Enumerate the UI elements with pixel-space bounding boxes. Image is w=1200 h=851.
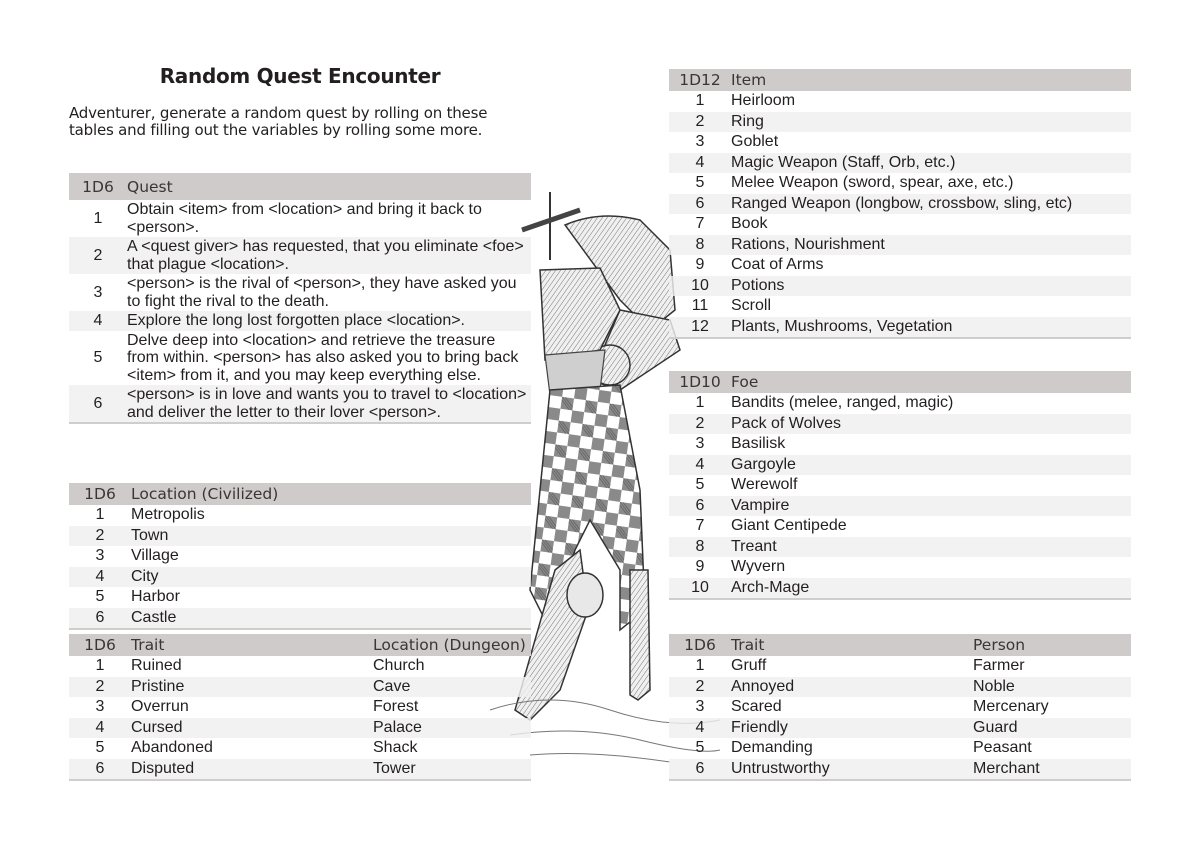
quest-cell: Obtain <item> from <location> and bring it back to <person>. bbox=[127, 201, 482, 236]
item-cell: Magic Weapon (Staff, Orb, etc.) bbox=[731, 153, 956, 171]
table-row bbox=[69, 274, 531, 311]
item-table bbox=[669, 69, 1131, 339]
column-header-die: 1D6 bbox=[684, 636, 716, 654]
table-row bbox=[69, 567, 531, 588]
table-row bbox=[669, 276, 1131, 297]
roll-number-cell: 1 bbox=[695, 657, 705, 675]
roll-number-cell: 5 bbox=[695, 476, 705, 494]
table-row bbox=[69, 608, 531, 630]
roll-number-cell: 1 bbox=[95, 657, 105, 675]
trait-cell: Demanding bbox=[731, 739, 813, 757]
roll-number-cell: 6 bbox=[695, 496, 705, 514]
table-row bbox=[669, 656, 1131, 677]
table-row bbox=[669, 578, 1131, 600]
foe-cell: Vampire bbox=[731, 496, 790, 514]
table-row bbox=[69, 505, 531, 526]
table-row bbox=[69, 331, 531, 386]
trait-cell: Friendly bbox=[731, 718, 788, 736]
location-civilized-cell: Village bbox=[131, 547, 179, 565]
table-row bbox=[669, 537, 1131, 558]
table-row bbox=[69, 526, 531, 547]
table-row bbox=[669, 173, 1131, 194]
roll-number-cell: 9 bbox=[695, 256, 705, 274]
roll-number-cell: 4 bbox=[695, 455, 705, 473]
roll-number-cell: 3 bbox=[695, 698, 705, 716]
column-header-die: 1D6 bbox=[84, 485, 116, 503]
roll-number-cell: 1 bbox=[695, 92, 705, 110]
item-cell: Goblet bbox=[731, 133, 779, 151]
roll-number-cell: 10 bbox=[691, 276, 709, 294]
location-civilized-cell: Metropolis bbox=[131, 506, 205, 524]
table-row bbox=[669, 393, 1131, 414]
column-header-location-dungeon: Location (Dungeon) bbox=[373, 636, 526, 654]
table-header bbox=[669, 69, 1131, 91]
roll-number-cell: 3 bbox=[95, 547, 105, 565]
roll-number-cell: 5 bbox=[95, 739, 105, 757]
roll-number-cell: 6 bbox=[95, 759, 105, 777]
table-row bbox=[69, 311, 531, 331]
roll-number-cell: 3 bbox=[95, 698, 105, 716]
roll-number-cell: 10 bbox=[691, 578, 709, 596]
column-header-die: 1D12 bbox=[679, 71, 721, 89]
table-row bbox=[669, 91, 1131, 112]
table-row bbox=[669, 317, 1131, 339]
roll-number-cell: 8 bbox=[695, 235, 705, 253]
quest-cell: <person> is the rival of <person>, they have asked you to fight the rival to the death. bbox=[127, 275, 517, 310]
trait-cell: Scared bbox=[731, 698, 782, 716]
roll-number-cell: 2 bbox=[93, 246, 103, 264]
trait-cell: Overrun bbox=[131, 698, 189, 716]
roll-number-cell: 1 bbox=[95, 506, 105, 524]
roll-number-cell: 5 bbox=[95, 588, 105, 606]
column-header-location: Location (Civilized) bbox=[131, 485, 279, 503]
trait-cell: Untrustworthy bbox=[731, 759, 830, 777]
item-cell: Potions bbox=[731, 276, 785, 294]
roll-number-cell: 9 bbox=[695, 558, 705, 576]
table-row bbox=[669, 255, 1131, 276]
column-header-item: Item bbox=[731, 71, 767, 89]
item-cell: Rations, Nourishment bbox=[731, 235, 885, 253]
location-civilized-table bbox=[69, 483, 531, 630]
roll-number-cell: 7 bbox=[695, 517, 705, 535]
roll-number-cell: 4 bbox=[695, 153, 705, 171]
roll-number-cell: 5 bbox=[93, 349, 103, 366]
quest-table bbox=[69, 173, 531, 424]
roll-number-cell: 11 bbox=[691, 297, 709, 315]
table-row bbox=[669, 475, 1131, 496]
table-header bbox=[669, 371, 1131, 393]
trait-cell: Gruff bbox=[731, 657, 767, 675]
roll-number-cell: 2 bbox=[695, 677, 705, 695]
roll-number-cell: 2 bbox=[95, 526, 105, 544]
item-cell: Scroll bbox=[731, 297, 772, 315]
item-cell: Coat of Arms bbox=[731, 256, 824, 274]
table-row bbox=[69, 587, 531, 608]
table-row bbox=[669, 677, 1131, 698]
table-row bbox=[69, 759, 531, 781]
trait-cell: Disputed bbox=[131, 759, 195, 777]
table-row bbox=[69, 656, 531, 677]
person-cell: Peasant bbox=[973, 739, 1032, 757]
item-cell: Plants, Mushrooms, Vegetation bbox=[731, 317, 953, 335]
foe-table bbox=[669, 371, 1131, 600]
foe-cell: Basilisk bbox=[731, 435, 786, 453]
quest-cell: Explore the long lost forgotten place <location>. bbox=[127, 312, 465, 329]
person-cell: Guard bbox=[973, 718, 1018, 736]
table-row bbox=[669, 235, 1131, 256]
roll-number-cell: 1 bbox=[93, 209, 103, 227]
column-header-foe: Foe bbox=[731, 373, 759, 391]
foe-cell: Gargoyle bbox=[731, 455, 796, 473]
roll-number-cell: 12 bbox=[691, 317, 709, 335]
table-header bbox=[69, 483, 531, 505]
foe-cell: Bandits (melee, ranged, magic) bbox=[731, 394, 954, 412]
column-header-trait: Trait bbox=[731, 636, 765, 654]
roll-number-cell: 6 bbox=[695, 759, 705, 777]
location-civilized-cell: City bbox=[131, 567, 159, 585]
location-dungeon-cell: Palace bbox=[373, 718, 422, 736]
column-header-trait: Trait bbox=[131, 636, 165, 654]
roll-number-cell: 3 bbox=[695, 133, 705, 151]
roll-number-cell: 5 bbox=[695, 174, 705, 192]
column-header-person: Person bbox=[973, 636, 1026, 654]
roll-number-cell: 2 bbox=[695, 414, 705, 432]
location-dungeon-cell: Forest bbox=[373, 698, 419, 716]
table-row bbox=[669, 194, 1131, 215]
table-row bbox=[69, 546, 531, 567]
location-dungeon-cell: Shack bbox=[373, 739, 418, 757]
foe-cell: Wyvern bbox=[731, 558, 786, 576]
table-row bbox=[69, 237, 531, 274]
trait-dungeon-table bbox=[69, 634, 531, 781]
table-row bbox=[669, 496, 1131, 517]
table-row bbox=[669, 516, 1131, 537]
location-civilized-cell: Castle bbox=[131, 608, 177, 626]
item-cell: Ring bbox=[731, 112, 764, 130]
item-cell: Heirloom bbox=[731, 92, 796, 110]
foe-cell: Giant Centipede bbox=[731, 517, 847, 535]
location-civilized-cell: Town bbox=[131, 526, 169, 544]
page-title: Random Quest Encounter bbox=[159, 64, 441, 88]
table-row bbox=[669, 132, 1131, 153]
roll-number-cell: 1 bbox=[695, 394, 705, 412]
roll-number-cell: 2 bbox=[95, 677, 105, 695]
trait-cell: Annoyed bbox=[731, 677, 795, 695]
roll-number-cell: 3 bbox=[695, 435, 705, 453]
roll-number-cell: 5 bbox=[695, 739, 705, 757]
table-row bbox=[69, 677, 531, 698]
table-row bbox=[669, 414, 1131, 435]
person-cell: Merchant bbox=[973, 759, 1040, 777]
roll-number-cell: 6 bbox=[95, 608, 105, 626]
roll-number-cell: 4 bbox=[695, 718, 705, 736]
column-header-die: 1D6 bbox=[82, 177, 114, 196]
roll-number-cell: 6 bbox=[93, 394, 103, 412]
table-row bbox=[669, 455, 1131, 476]
table-row bbox=[669, 759, 1131, 781]
table-row bbox=[69, 697, 531, 718]
table-row bbox=[69, 738, 531, 759]
roll-number-cell: 3 bbox=[93, 283, 103, 301]
roll-number-cell: 4 bbox=[95, 718, 105, 736]
table-row bbox=[669, 738, 1131, 759]
table-header bbox=[669, 634, 1131, 656]
trait-person-table bbox=[669, 634, 1131, 781]
location-dungeon-cell: Cave bbox=[373, 677, 411, 695]
foe-cell: Pack of Wolves bbox=[731, 414, 841, 432]
item-cell: Book bbox=[731, 215, 768, 233]
intro-text: Adventurer, generate a random quest by rolling on these tables and filling out the variables by rolling some more. bbox=[69, 104, 488, 139]
item-cell: Ranged Weapon (longbow, crossbow, sling, etc) bbox=[731, 194, 1073, 212]
foe-cell: Treant bbox=[731, 537, 777, 555]
table-header bbox=[69, 173, 531, 200]
location-dungeon-cell: Tower bbox=[373, 759, 416, 777]
table-row bbox=[669, 214, 1131, 235]
roll-number-cell: 8 bbox=[695, 537, 705, 555]
table-row bbox=[669, 153, 1131, 174]
roll-number-cell: 2 bbox=[695, 112, 705, 130]
location-dungeon-cell: Church bbox=[373, 657, 425, 675]
table-row bbox=[669, 697, 1131, 718]
table-row bbox=[69, 718, 531, 739]
trait-cell: Abandoned bbox=[131, 739, 213, 757]
trait-cell: Pristine bbox=[131, 677, 185, 695]
foe-cell: Werewolf bbox=[731, 476, 798, 494]
table-row bbox=[69, 200, 531, 237]
column-header-quest: Quest bbox=[127, 177, 173, 196]
trait-cell: Cursed bbox=[131, 718, 183, 736]
column-header-die: 1D10 bbox=[679, 373, 721, 391]
quest-cell: <person> is in love and wants you to travel to <location> and deliver the letter to their lover <person>. bbox=[127, 386, 527, 421]
trait-cell: Ruined bbox=[131, 657, 182, 675]
table-row bbox=[669, 557, 1131, 578]
column-header-die: 1D6 bbox=[84, 636, 116, 654]
roll-number-cell: 4 bbox=[95, 567, 105, 585]
table-row bbox=[669, 434, 1131, 455]
roll-number-cell: 7 bbox=[695, 215, 705, 233]
foe-cell: Arch-Mage bbox=[731, 578, 810, 596]
roll-number-cell: 6 bbox=[695, 194, 705, 212]
table-header bbox=[69, 634, 531, 656]
person-cell: Farmer bbox=[973, 657, 1025, 675]
quest-cell: Delve deep into <location> and retrieve the treasure from within. <person> has also asked you to bring back <item> from it, and you may keep everything else. bbox=[127, 331, 519, 384]
table-row bbox=[69, 385, 531, 423]
item-cell: Melee Weapon (sword, spear, axe, etc.) bbox=[731, 174, 1014, 192]
table-row bbox=[669, 296, 1131, 317]
location-civilized-cell: Harbor bbox=[131, 588, 180, 606]
table-row bbox=[669, 112, 1131, 133]
person-cell: Noble bbox=[973, 677, 1015, 695]
roll-number-cell: 4 bbox=[93, 312, 103, 329]
table-row bbox=[669, 718, 1131, 739]
person-cell: Mercenary bbox=[973, 698, 1049, 716]
quest-cell: A <quest giver> has requested, that you eliminate <foe> that plague <location>. bbox=[127, 238, 524, 273]
